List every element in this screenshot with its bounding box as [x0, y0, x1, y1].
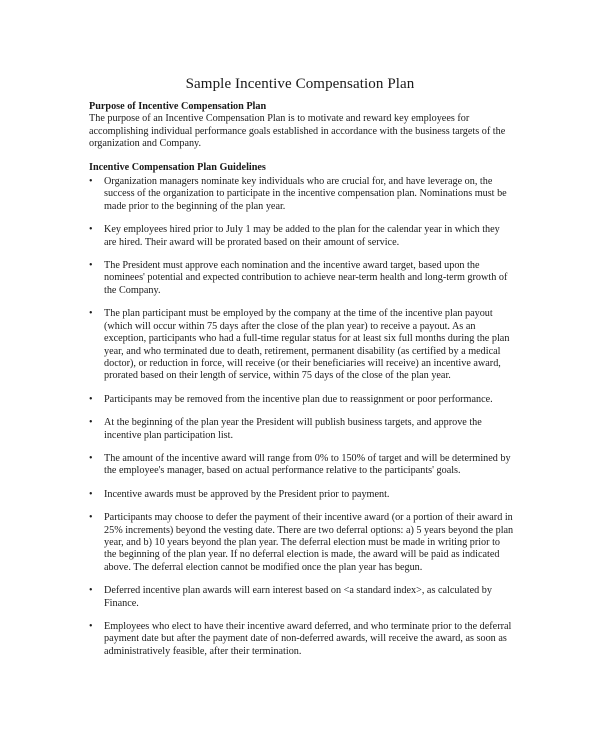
list-item: [89, 489, 514, 501]
list-item: [89, 224, 514, 249]
list-item: [89, 453, 514, 478]
list-item-text: The amount of the incentive award will range from 0% to 150% of target and will be determined by the employee's manager, based on actual performance relative to the participants' goals.: [104, 452, 511, 477]
bullet-icon: •: [89, 308, 93, 320]
document-title: Sample Incentive Compensation Plan: [185, 76, 415, 92]
list-item-text: Employees who elect to have their incentive award deferred, and who terminate prior to the deferral payment date but after the payment date of non-deferred awards, will receive the award, as soon as administratively feasible, after their termination.: [104, 621, 512, 657]
list-item-text: At the beginning of the plan year the President will publish business targets, and approve the incentive plan participation list.: [104, 417, 482, 441]
list-item-text: The President must approve each nomination and the incentive award target, based upon the nominees' potential and expected contribution to achieve near-term health and long-term growth of the Company.: [104, 260, 508, 296]
bullet-icon: •: [89, 621, 93, 632]
list-item-text: Deferred incentive plan awards will earn interest based on <a standard index>, as calculated by Finance.: [104, 585, 492, 609]
list-item: [89, 394, 514, 406]
guidelines-list: [89, 176, 514, 658]
list-item: [89, 621, 514, 658]
purpose-text: The purpose of an Incentive Compensation Plan is to motivate and reward key employees for accomplishing individual performance goals established in accordance with the business targets of the organization and Company.: [89, 113, 506, 150]
bullet-icon: •: [89, 585, 93, 597]
list-item-text: Key employees hired prior to July 1 may be added to the plan for the calendar year in which they are hired. Their award will be prorated based on their amount of service.: [104, 224, 500, 248]
list-item-text: Incentive awards must be approved by the President prior to payment.: [104, 488, 390, 500]
list-item: [89, 417, 514, 442]
list-item: [89, 585, 514, 610]
list-item-text: Participants may be removed from the incentive plan due to reassignment or poor performance.: [104, 393, 493, 405]
document-body: [89, 101, 514, 669]
list-item-text: Organization managers nominate key individuals who are crucial for, and have leverage on, the success of the organization to participate in the incentive compensation plan. Nominations must be made prior to the beginning of the plan year.: [104, 176, 507, 212]
purpose-heading: Purpose of Incentive Compensation Plan: [89, 101, 267, 112]
list-item: [89, 176, 514, 213]
bullet-icon: •: [89, 176, 93, 188]
list-item-text: Participants may choose to defer the payment of their incentive award (or a portion of their award in 25% increments) beyond the vesting date. There are two deferral options: a) 5 years beyond the plan year, and b) 10 years beyond the plan year. The deferral election must be made in writing prior to the beginning of the plan year. If no deferral election is made, the award will be paid as indicated above. The deferral election cannot be modified once the plan year has begun.: [104, 512, 514, 573]
list-item: [89, 512, 514, 574]
guidelines-heading: Incentive Compensation Plan Guidelines: [89, 161, 266, 173]
bullet-icon: •: [89, 512, 93, 524]
bullet-icon: •: [89, 260, 93, 272]
bullet-icon: •: [89, 417, 93, 429]
bullet-icon: •: [89, 452, 93, 464]
bullet-icon: •: [89, 488, 93, 500]
bullet-icon: •: [89, 393, 93, 405]
bullet-icon: •: [89, 224, 93, 236]
list-item: [89, 308, 514, 382]
list-item: [89, 260, 514, 297]
list-item-text: The plan participant must be employed by the company at the time of the incentive plan payout (which will occur within 75 days after the close of the plan year) to receive a payout. As an exception, participants who had a full-time regular status for at least six full months during the plan year, and who terminated due to death, retirement, permanent disability (as certified by a medical doctor), or reduction in force, will receive (or their beneficiaries will receive) an incentive award, prorated based on their length of service, within 75 days of the close of the plan year.: [104, 308, 510, 382]
